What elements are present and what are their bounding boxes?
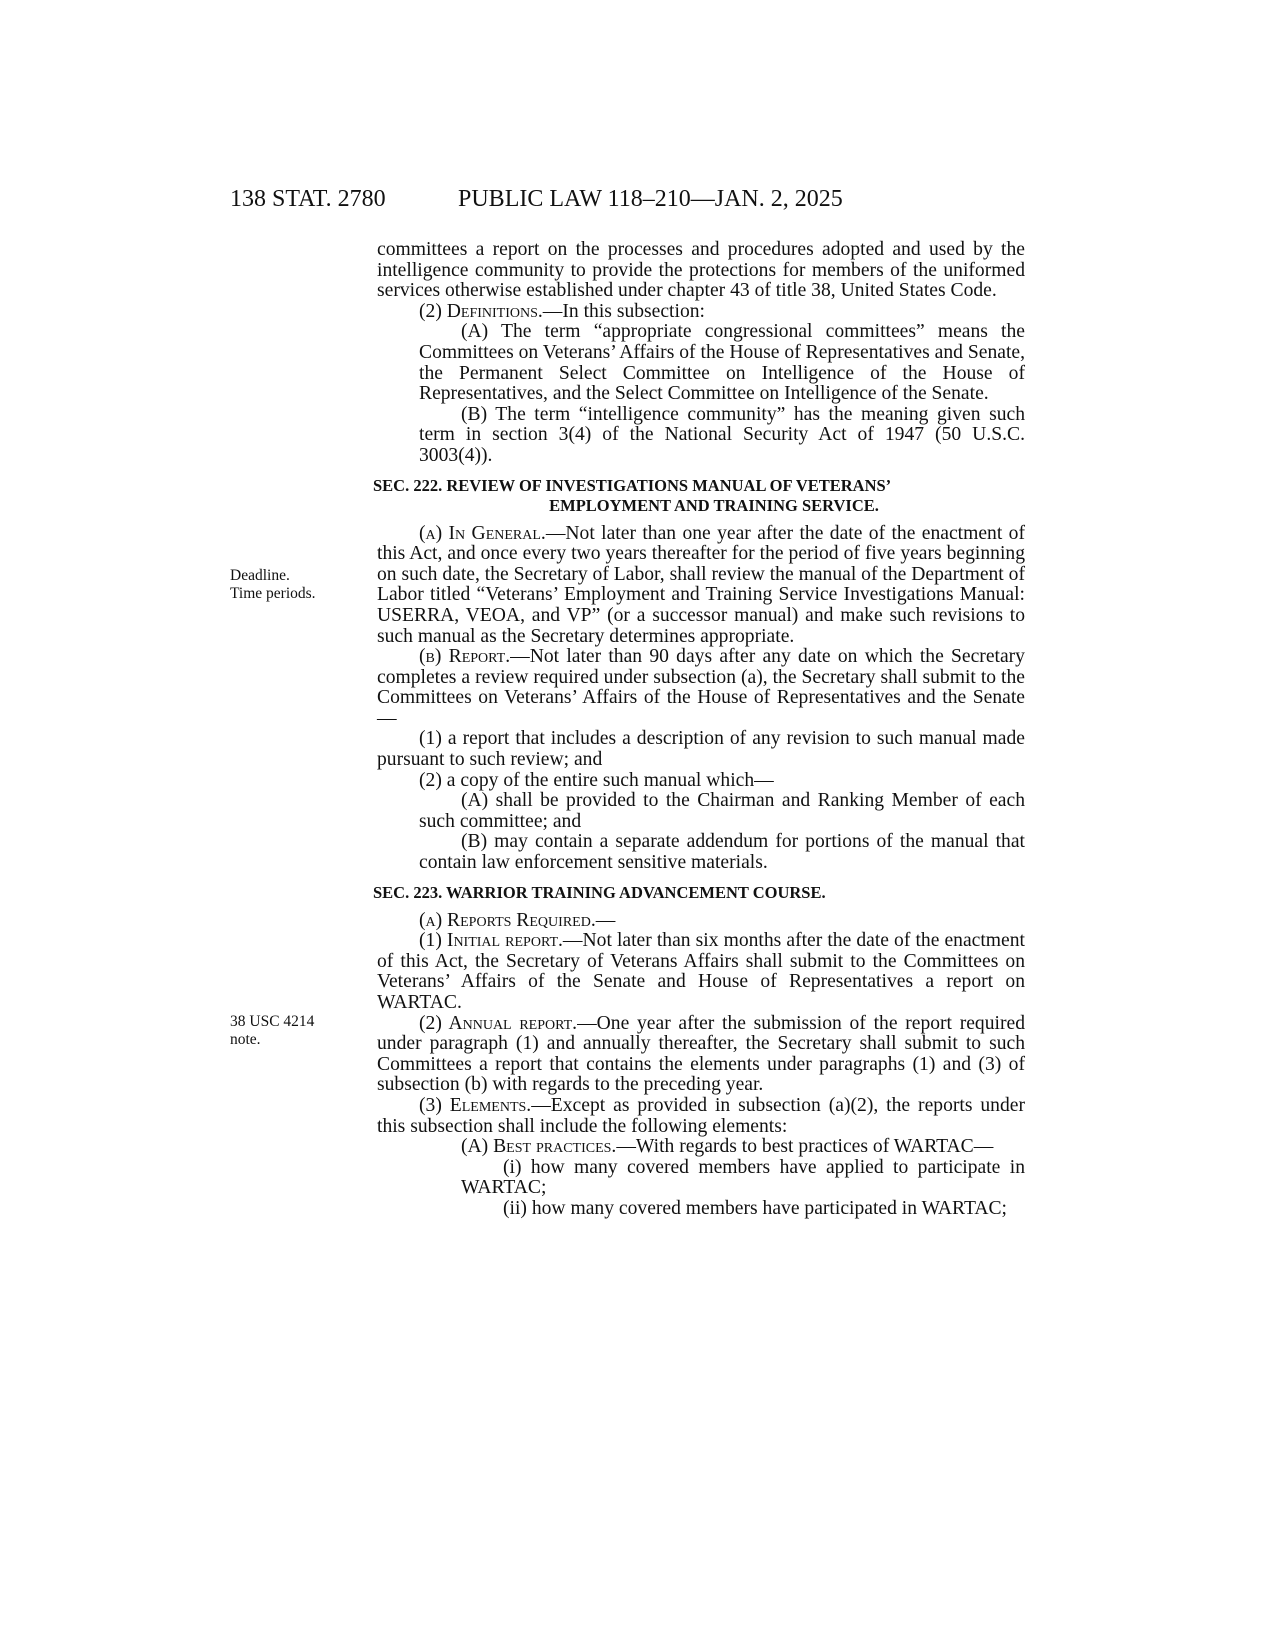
paragraph-222a [377,524,1025,648]
paragraph-223a [377,911,1025,932]
paragraph-heading: (1) Initial report. [419,930,563,952]
section-heading-line: EMPLOYMENT AND TRAINING SERVICE. [549,495,879,515]
margin-note-line: 38 USC 4214 [230,1013,315,1030]
section-heading-222 [373,476,1025,516]
paragraph-223a1 [377,931,1025,1013]
paragraph-text: —Not later than 90 days after any date on which the Secretary completes a review required under subsection (a), the Secretary shall submit to the Committees on Veterans’ Affairs of the House of Representatives and the Senate— [377,646,1025,729]
paragraph-223a3A [377,1137,1025,1158]
paragraph-heading: (a) In General. [419,522,546,544]
margin-note-sec222 [230,567,316,603]
paragraph-223a3 [377,1096,1025,1137]
paragraph-text: —In this subsection: [542,300,705,322]
margin-note-line: Time periods. [230,585,316,602]
paragraph-text: —One year after the submission of the report required under paragraph (1) and annually thereafter, the Secretary shall submit to such Committees a report that contains the elements under paragraphs (1) and (3) of subsection (b) with regards to the preceding year. [377,1012,1025,1096]
paragraph: (2) a copy of the entire such manual which— [419,769,774,791]
paragraph-text: —Except as provided in subsection (a)(2), the reports under this subsection shall include the following elements: [377,1094,1026,1137]
paragraph-text: —Not later than one year after the date of the enactment of this Act, and once every two years thereafter for the period of five years beginning on such date, the Secretary of Labor, shall review the manual of the Department of Labor titled “Veterans’ Employment and Training Service Investigations Manual: USERRA, VEOA, and VP” (or a successor manual) and make such revisions to such manual as the Secretary determines appropriate. [377,522,1025,647]
paragraph-222b [377,647,1025,729]
paragraph-heading: (a) Reports Required. [419,909,596,931]
paragraph: (ii) how many covered members have participated in WARTAC; [503,1197,1008,1219]
paragraph-heading: (2) Definitions. [419,300,543,322]
paragraph-text: —With regards to best practices of WARTAC— [616,1136,994,1158]
body-text [373,239,1026,1220]
paragraph: (i) how many covered members have applied to participate in WARTAC; [461,1156,1025,1199]
paragraph-definitions [377,302,1025,323]
paragraph: (1) a report that includes a description of any revision to such manual made pursuant to such review; and [377,728,1025,771]
margin-note-line: note. [230,1031,261,1048]
paragraph-heading: (b) Report. [419,646,511,668]
paragraph-heading: (3) Elements. [419,1094,532,1116]
paragraph: (A) shall be provided to the Chairman and Ranking Member of each such committee; and [419,790,1025,832]
public-law-title: PUBLIC LAW 118–210—JAN. 2, 2025 [458,186,843,212]
margin-note-sec223 [230,1013,314,1049]
paragraph-heading: (2) Annual report. [419,1012,578,1034]
paragraph: committees a report on the processes and procedures adopted and used by the intelligence community to provide the protections for members of the uniformed services otherwise established under chapter 43 of title 38, United States Code. [377,239,1025,302]
paragraph-heading: (A) Best practices. [461,1136,617,1158]
section-heading-line: SEC. 222. REVIEW OF INVESTIGATIONS MANUAL OF VETERANS’ [373,475,892,495]
paragraph-text: — [595,909,616,931]
paragraph: (B) The term “intelligence community” has the meaning given such term in section 3(4) of the National Security Act of 1947 (50 U.S.C. 3003(4)). [419,403,1025,466]
paragraph-223a2 [377,1014,1025,1096]
page-header [230,186,1030,218]
statute-page-number: 138 STAT. 2780 [230,186,386,212]
section-heading-223: SEC. 223. WARRIOR TRAINING ADVANCEMENT COURSE. [373,882,826,902]
paragraph-text: —Not later than six months after the date of the enactment of this Act, the Secretary of Veterans Affairs shall submit to the Committees on Veterans’ Affairs of the Senate and House of Representatives a report on WARTAC. [377,930,1025,1013]
paragraph: (B) may contain a separate addendum for portions of the manual that contain law enforcement sensitive materials. [419,831,1025,874]
margin-note-line: Deadline. [230,567,290,584]
paragraph: (A) The term “appropriate congressional committees” means the Committees on Veterans’ Affairs of the House of Representatives and Senate, the Permanent Select Committee on Intelligence of the House of Representatives, and the Select Committee on Intelligence of the Senate. [419,321,1025,405]
